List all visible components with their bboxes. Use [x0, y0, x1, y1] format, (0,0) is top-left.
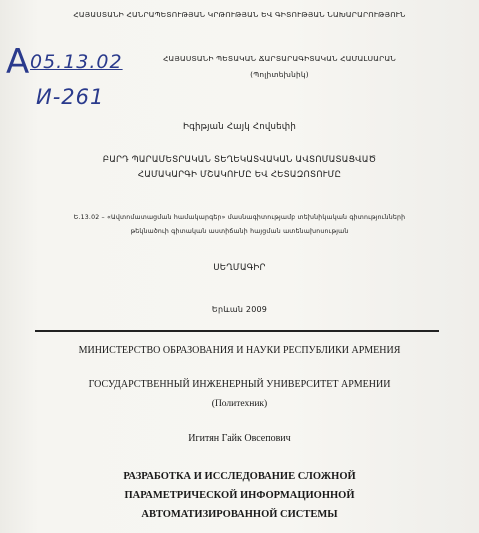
armenian-specialty-line-2: թեկնածուի գիտական աստիճանի հայցման ատենախոսության	[130, 228, 349, 235]
armenian-author: Իգիթյան Հայկ Հովսեփի	[182, 122, 297, 132]
armenian-ministry: ՀԱՅԱՍՏԱՆԻ ՀԱՆՐԱՊԵՏՈՒԹՅԱՆ ԿՐԹՈՒԹՅԱՆ ԵՎ ԳԻՏՈՒԹՅԱՆ ՆԱԽԱՐԱՐՈՒԹՅՈՒՆ	[73, 10, 406, 19]
armenian-title-line-2: ՀԱՄԱԿԱՐԳԻ ՄՇԱԿՈՒՄԸ ԵՎ ՀԵՏԱԶՈՏՈՒՄԸ	[137, 170, 342, 180]
russian-title-line-2: ПАРАМЕТРИЧЕСКОЙ ИНФОРМАЦИОННОЙ	[124, 490, 355, 501]
russian-title-line-3: АВТОМАТИЗИРОВАННОЙ СИСТЕМЫ	[141, 509, 338, 520]
russian-university-short: (Политехник)	[211, 399, 268, 409]
russian-title-line-1: РАЗРАБОТКА И ИССЛЕДОВАНИЕ СЛОЖНОЙ	[123, 471, 356, 482]
armenian-city-year: Երևան 2009	[211, 305, 268, 314]
russian-author: Игитян Гайк Овсепович	[188, 433, 291, 444]
armenian-university-short: (Պոլիտեխնիկ)	[250, 70, 309, 79]
armenian-title-line-1: ԲԱՐԴ ՊԱՐԱՄԵՏՐԱԿԱՆ ՏԵՂԵԿԱՏՎԱԿԱՆ ԱՎՏՈՄԱՏԱՑՎԱԾ	[102, 155, 377, 165]
handwritten-letter: А	[6, 42, 30, 82]
armenian-abstract-label: ՍԵՂՄԱԳԻՐ	[213, 263, 266, 273]
handwritten-number: И-261	[36, 85, 105, 109]
armenian-specialty-line-1: Ե.13.02 – «Ավտոմատացման համակարգեր» մասնագիտությամբ տեխնիկական գիտությունների	[73, 214, 406, 221]
russian-university: ГОСУДАРСТВЕННЫЙ ИНЖЕНЕРНЫЙ УНИВЕРСИТЕТ АРМЕНИИ	[88, 379, 391, 390]
russian-ministry: МИНИСТЕРСТВО ОБРАЗОВАНИЯ И НАУКИ РЕСПУБЛИКИ АРМЕНИЯ	[78, 345, 401, 356]
handwritten-code: 05.13.02	[30, 51, 123, 73]
armenian-university: ՀԱՅԱՍՏԱՆԻ ՊԵՏԱԿԱՆ ՃԱՐՏԱՐԱԳԻՏԱԿԱՆ ՀԱՄԱԼՍԱՐԱՆ	[163, 54, 396, 63]
section-divider	[35, 330, 439, 332]
